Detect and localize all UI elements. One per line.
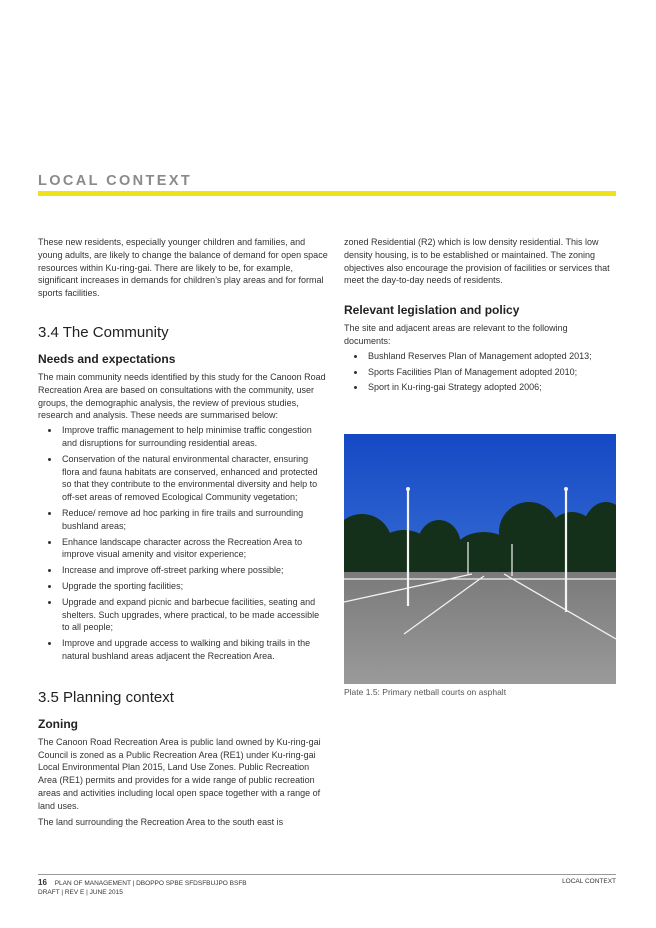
footer-draft-line: DRAFT | REV E | JUNE 2015 xyxy=(38,889,123,896)
intro-paragraph: These new residents, especially younger children and families, and young adults, are likely to change the balance of demand for open space resources within Ku-ring-gai. There are likely to be, for example, significant increases in demands for children’s play areas and for formal sports facilities. xyxy=(38,237,328,299)
section-3-4-heading: 3.4 The Community xyxy=(38,323,169,341)
zoning-paragraph-1: The Canoon Road Recreation Area is public land owned by Ku-ring-gai Council is zoned as a Public Recreation Area (RE1) under Ku-ring-gai Local Environmental Plan 2015, Land Use Zones. Public Recreation Area (RE1) permits and provides for a wide range of public recreation areas and activities including local open space together with a range of land uses. xyxy=(38,736,321,811)
needs-intro: The main community needs identified by this study for the Canoon Road Recreation Area are based on consultations with the community, user groups, the demographic analysis, the review of previous studies, research and analysis. These needs are summarised below: xyxy=(38,371,326,421)
list-item: • Sports Facilities Plan of Management adopted 2010; xyxy=(366,366,616,379)
list-item: • Enhance landscape character across the Recreation Area to improve visual amenity and visitor experience; xyxy=(60,536,328,562)
legislation-heading: Relevant legislation and policy xyxy=(344,303,520,318)
needs-heading: Needs and expectations xyxy=(38,351,176,366)
legislation-intro: The site and adjacent areas are relevant to the following documents: xyxy=(344,323,568,346)
needs-list xyxy=(38,424,328,663)
list-item: • Upgrade and expand picnic and barbecue facilities, seating and shelters. Such upgrades, where practical, to be made accessible to all people; xyxy=(60,596,328,634)
list-item: • Sport in Ku-ring-gai Strategy adopted 2006; xyxy=(366,381,616,394)
legislation-list xyxy=(344,350,616,394)
footer-left xyxy=(38,878,247,897)
photo-illustration xyxy=(344,434,616,684)
list-item: • Conservation of the natural environmental character, ensuring flora and fauna habitats are conserved, enhanced and protected so that they contribute to the environmental diversity and help to off-set areas of removed Ecological Community vegetation; xyxy=(60,453,328,504)
section-3-5-heading: 3.5 Planning context xyxy=(38,688,174,706)
footer-rule xyxy=(38,874,616,875)
list-item: • Bushland Reserves Plan of Management adopted 2013; xyxy=(366,350,616,363)
zoning-heading: Zoning xyxy=(38,716,78,731)
header-accent-rule xyxy=(38,191,616,196)
list-item: • Increase and improve off-street parking where possible; xyxy=(60,564,328,577)
footer-section-label: LOCAL CONTEXT xyxy=(562,878,616,885)
left-column xyxy=(38,236,328,828)
footer-doc-title: PLAN OF MANAGEMENT | DBOPPO SPBE SFDSFBUJPO BSFB xyxy=(54,880,247,887)
zoning-paragraph-2: The land surrounding the Recreation Area to the south east is xyxy=(38,816,284,827)
right-column xyxy=(344,236,616,397)
section-header-title: LOCAL CONTEXT xyxy=(38,173,193,189)
netball-courts-photo xyxy=(344,434,616,684)
list-item: • Improve and upgrade access to walking and biking trails in the natural bushland areas adjacent the Recreation Area. xyxy=(60,637,328,663)
zoning-continuation: zoned Residential (R2) which is low density residential. This low density housing, is to be established or maintained. The zoning objectives also encourage the provision of facilities or services that meet the day-to-day needs of residents. xyxy=(344,237,610,286)
list-item: • Reduce/ remove ad hoc parking in fire trails and surrounding bushland areas; xyxy=(60,507,328,533)
list-item: • Upgrade the sporting facilities; xyxy=(60,580,328,593)
photo-caption: Plate 1.5: Primary netball courts on asphalt xyxy=(344,687,507,697)
page-number: 16 xyxy=(38,878,47,887)
list-item: • Improve traffic management to help minimise traffic congestion and disruptions for surrounding residential areas. xyxy=(60,424,328,450)
